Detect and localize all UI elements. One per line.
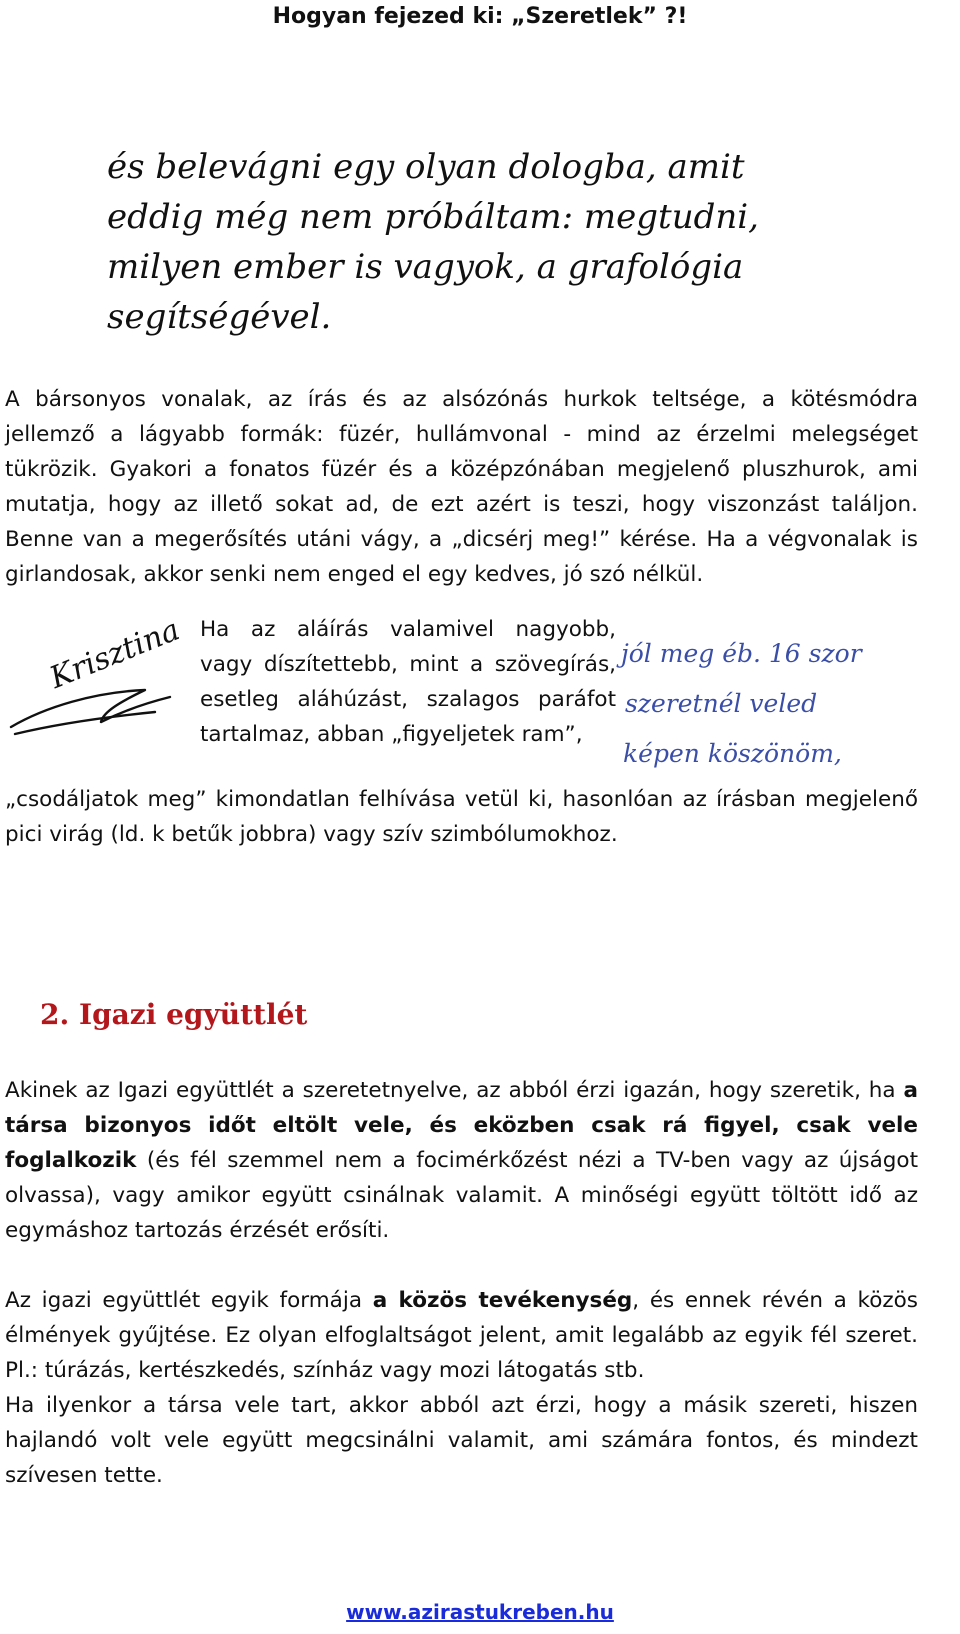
paragraph-signature-continued: „csodáljatok meg” kimondatlan felhívása vetül ki, hasonlóan az írásban megjelenő pici virág (ld. k betűk jobbra) vagy szív szimbólumokhoz. — [5, 787, 918, 847]
blue-handwriting-line: képen köszönöm, — [623, 739, 842, 768]
blue-handwriting-line: jól meg éb. 16 szor — [621, 639, 862, 668]
text-run: Akinek az Igazi együttlét a szeretetnyelve, az abból érzi igazán, hogy szeretik, ha — [5, 1078, 904, 1103]
blue-handwriting-line: szeretnél veled — [625, 689, 818, 718]
website-link[interactable]: www.azirastukreben.hu — [346, 1600, 614, 1624]
handwriting-line: milyen ember is vagyok, a grafológia — [107, 247, 744, 287]
text-run: Az igazi együttlét egyik formája — [5, 1288, 373, 1313]
handwriting-line: eddig még nem próbáltam: megtudni, — [107, 197, 759, 237]
signature-sample-image — [5, 612, 185, 742]
paragraph-quality-time — [5, 1073, 918, 1248]
handwriting-line: és belevágni egy olyan dologba, amit — [107, 147, 745, 187]
text-run: (és fél szemmel nem a focimérkőzést nézi a TV-ben vagy az újságot olvassa), vagy amikor együtt csinálnak valamit. A minőségi együtt töltött idő az egymáshoz tartozás érzését erősíti. — [5, 1148, 918, 1243]
blue-handwriting-sample-image — [615, 612, 920, 787]
signature-text: Krisztina — [45, 612, 185, 696]
handwriting-sample-image — [95, 130, 815, 345]
bold-text: a társa bizonyos időt eltölt vele, és eközben csak rá figyel, csak vele foglalkozik — [5, 1078, 918, 1173]
handwriting-line: segítségével. — [107, 297, 332, 337]
signature-underline — [11, 690, 170, 727]
paragraph-signature: Ha az aláírás valamivel nagyobb, vagy díszítettebb, mint a szövegírás, esetleg aláhúzást, szalagos paráfot tartalmaz, abban „figyeljetek ram”, — [200, 617, 616, 747]
paragraph-partner-joins: Ha ilyenkor a társa vele tart, akkor abból azt érzi, hogy a másik szereti, hiszen hajlandó volt vele együtt megcsinálni valamit, ami számára fontos, és mindezt szívesen tette. — [5, 1393, 918, 1488]
bold-text: a közös tevékenység — [372, 1288, 633, 1313]
section-heading: 2. Igazi együttlét — [40, 998, 308, 1031]
text-run: , és ennek révén a közös élmények gyűjtése. Ez olyan elfoglaltságot jelent, amit legalább az egyik fél szeret. Pl.: túrázás, kertészkedés, színház vagy mozi látogatás stb. — [5, 1288, 918, 1383]
paragraph-handwriting-analysis: A bársonyos vonalak, az írás és az alsózónás hurkok teltsége, a kötésmódra jellemző a lágyabb formák: füzér, hullámvonal - mind az érzelmi melegséget tükrözik. Gyakori a fonatos füzér és a középzónában megjelenő pluszhurok, ami mutatja, hogy az illető sokat ad, de ezt azért is teszi, hogy viszonzást találjon. Benne van a megerősítés utáni vágy, a „dicsérj meg!” kérése. Ha a végvonalak is girlandosak, akkor senki nem enged el egy kedves, jó szó nélkül. — [5, 387, 918, 587]
page-title: Hogyan fejezed ki: „Szeretlek” ?! — [272, 4, 688, 29]
paragraph-shared-activity — [5, 1283, 918, 1388]
